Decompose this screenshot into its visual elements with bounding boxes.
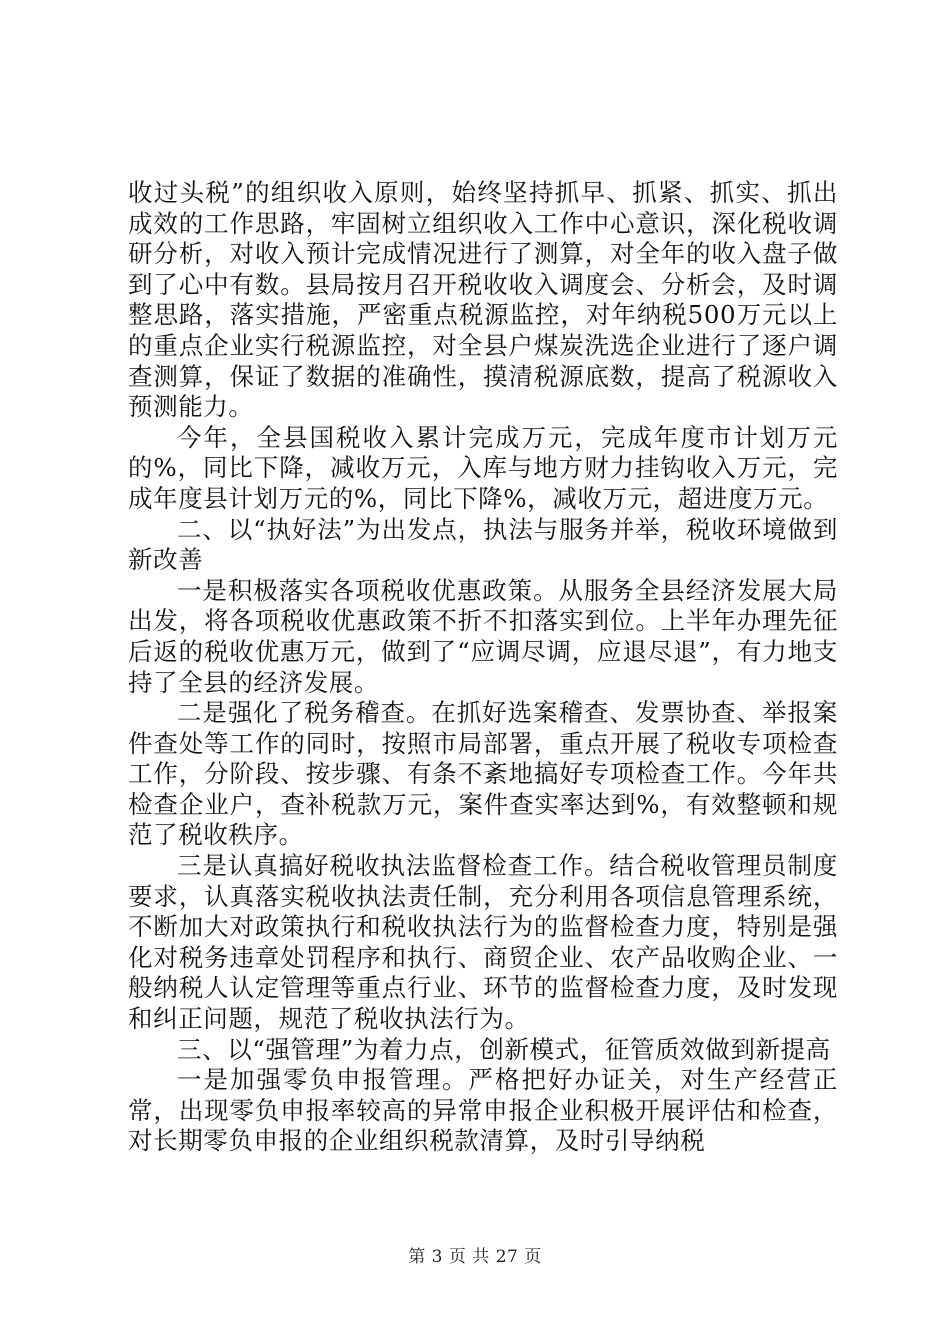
paragraph-tax-incentives: 一是积极落实各项税收优惠政策。从服务全县经济发展大局出发，将各项税收优惠政策不折不扣落实到位。上半年办理先征后返的税收优惠万元，做到了“应调尽调，应退尽退”，有力地支持了全县的经济发展。 bbox=[128, 575, 838, 697]
section-heading-2: 二、以“执好法”为出发点，执法与服务并举，税收环境做到新改善 bbox=[128, 514, 838, 575]
paragraph-revenue-summary: 今年，全县国税收入累计完成万元，完成年度市计划万元的%，同比下降，减收万元，入库与地方财力挂钩收入万元，完成年度县计划万元的%，同比下降%，减收万元，超进度万元。 bbox=[128, 422, 838, 513]
paragraph-continuation: 收过头税”的组织收入原则，始终坚持抓早、抓紧、抓实、抓出成效的工作思路，牢固树立组织收入工作中心意识，深化税收调研分析，对收入预计完成情况进行了测算，对全年的收入盘子做到了心中有数。县局按月召开税收收入调度会、分析会，及时调整思路，落实措施，严密重点税源监控，对年纳税500万元以上的重点企业实行税源监控，对全县户煤炭洗选企业进行了逐户调查测算，保证了数据的准确性，摸清税源底数，提高了税源收入预测能力。 bbox=[128, 178, 838, 422]
page-number: 第 3 页 共 27 页 bbox=[408, 1247, 542, 1267]
paragraph-enforcement-supervision: 三是认真搞好税收执法监督检查工作。结合税收管理员制度要求，认真落实税收执法责任制，充分利用各项信息管理系统，不断加大对政策执行和税收执法行为的监督检查力度，特别是强化对税务违章处罚程序和执行、商贸企业、农产品收购企业、一般纳税人认定管理等重点行业、环节的监督检查力度，及时发现和纠正问题，规范了税收执法行为。 bbox=[128, 851, 838, 1034]
page-footer bbox=[0, 1242, 950, 1267]
paragraph-zero-declaration: 一是加强零负申报管理。严格把好办证关，对生产经营正常，出现零负申报率较高的异常申报企业积极开展评估和检查，对长期零负申报的企业组织税款清算，及时引导纳税 bbox=[128, 1065, 838, 1156]
section-heading-3: 三、以“强管理”为着力点，创新模式，征管质效做到新提高 bbox=[177, 1034, 831, 1064]
document-body bbox=[128, 178, 838, 1157]
paragraph-tax-inspection: 二是强化了税务稽查。在抓好选案稽查、发票协查、举报案件查处等工作的同时，按照市局部署，重点开展了税收专项检查工作，分阶段、按步骤、有条不紊地搞好专项检查工作。今年共检查企业户，查补税款万元，案件查实率达到%，有效整顿和规范了税收秩序。 bbox=[128, 698, 838, 850]
